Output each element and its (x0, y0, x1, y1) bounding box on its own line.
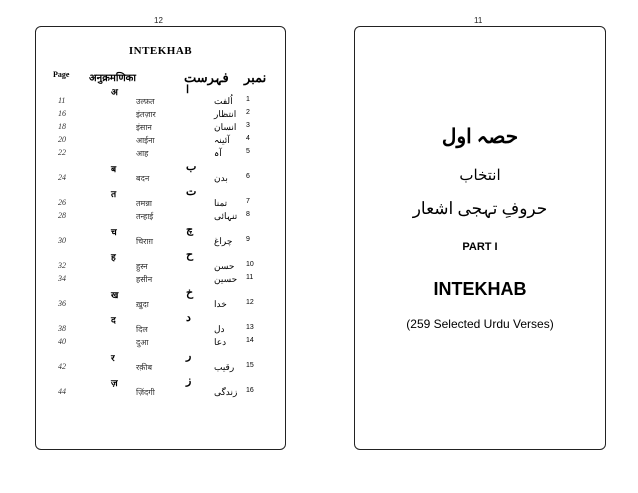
index-page-number: 20 (58, 135, 66, 144)
index-hindi-title: आईना (136, 136, 155, 145)
index-page-number: 42 (58, 362, 66, 371)
section-letter-hindi: च (111, 227, 117, 237)
index-entry-number: 8 (246, 211, 250, 218)
index-hindi-title: दिल (136, 325, 148, 334)
index-entry-number: 12 (246, 299, 254, 306)
section-letter-urdu: ا (186, 84, 190, 96)
index-hindi-title: तमन्ना (136, 199, 152, 208)
section-letter-urdu: ح (186, 249, 194, 261)
index-hindi-title: दुआ (136, 338, 149, 347)
index-urdu-title: حسن (214, 261, 235, 271)
index-page-number: 22 (58, 148, 66, 157)
index-page-number: 30 (58, 236, 66, 245)
book-subtitle: (259 Selected Urdu Verses) (406, 317, 554, 331)
urdu-intekhab-heading: انتخاب (459, 168, 501, 184)
section-letter-urdu: ب (186, 161, 197, 173)
header-hindi: अनुक्रमणिका (89, 73, 136, 84)
index-entry-number: 9 (246, 236, 250, 243)
section-letter-hindi: ख (111, 290, 119, 300)
index-page-number: 24 (58, 173, 66, 182)
index-page-number: 26 (58, 198, 66, 207)
index-urdu-title: رقیب (214, 362, 235, 372)
index-entry-number: 13 (246, 324, 254, 331)
index-page-number: 44 (58, 387, 66, 396)
right-page (354, 26, 606, 450)
index-row (36, 198, 285, 210)
section-letter-hindi: र (111, 353, 115, 363)
index-hindi-title: इंसान (136, 123, 152, 132)
index-page-number: 11 (58, 96, 66, 105)
index-entry-number: 11 (246, 274, 254, 281)
index-hindi-title: इंतज़ार (136, 110, 156, 119)
index-title: INTEKHAB (128, 45, 193, 57)
urdu-part-heading: حصہ اول (441, 126, 519, 148)
section-letter-urdu: د (186, 312, 191, 324)
index-row (36, 337, 285, 349)
index-hindi-title: तन्हाई (136, 212, 154, 221)
section-letter-hindi: ज़ (111, 378, 118, 388)
section-letter-urdu: ت (186, 186, 197, 198)
index-hindi-title: रक़ीब (136, 363, 153, 372)
part-label: PART I (462, 241, 498, 253)
section-letter-urdu: خ (186, 287, 194, 299)
index-hindi-title: ख़ुदा (136, 300, 149, 309)
index-hindi-title: ज़िंदगी (136, 388, 155, 397)
index-urdu-title: حسین (214, 274, 238, 284)
left-page (35, 26, 286, 450)
index-urdu-title: انسان (214, 122, 237, 132)
index-row (36, 274, 285, 286)
index-row (36, 148, 285, 160)
section-letter-hindi: त (111, 189, 117, 199)
index-row (36, 96, 285, 108)
index-urdu-title: اُلفت (214, 96, 233, 106)
index-row (36, 236, 285, 248)
index-urdu-title: زندگی (214, 387, 238, 397)
book-title: INTEKHAB (433, 279, 527, 299)
index-urdu-title: دعا (214, 337, 227, 347)
index-urdu-title: بدن (214, 173, 228, 183)
index-urdu-title: آہ (214, 148, 222, 158)
index-entry-number: 1 (246, 96, 250, 103)
index-entry-number: 14 (246, 337, 254, 344)
header-urdu: فہرست (184, 70, 229, 85)
index-row (36, 362, 285, 374)
index-row (36, 109, 285, 121)
right-page-number: 11 (474, 16, 483, 25)
urdu-subtitle: حروفِ تہجی اشعار (412, 199, 548, 218)
index-urdu-title: خدا (214, 299, 227, 309)
index-page-number: 32 (58, 261, 66, 270)
section-letter-urdu: ر (186, 350, 192, 362)
index-urdu-title: دل (214, 324, 225, 334)
left-page-number: 12 (154, 16, 163, 25)
index-urdu-title: تنہائی (214, 211, 238, 221)
index-row (36, 122, 285, 134)
index-entry-number: 16 (246, 387, 254, 394)
index-entry-number: 4 (246, 135, 250, 142)
index-hindi-title: हसीन (136, 275, 153, 284)
header-number: نمبر (244, 70, 267, 85)
index-page-number: 34 (58, 274, 66, 283)
index-page-number: 38 (58, 324, 66, 333)
index-entry-number: 15 (246, 362, 254, 369)
index-page-number: 28 (58, 211, 66, 220)
index-row (36, 299, 285, 311)
index-row (36, 261, 285, 273)
index-urdu-title: انتظار (214, 109, 237, 119)
index-hindi-title: उल्फ़त (136, 97, 155, 106)
section-letter-hindi: ब (111, 164, 117, 174)
index-hindi-title: बदन (136, 174, 150, 183)
index-hindi-title: आह (136, 149, 149, 158)
index-entry-number: 10 (246, 261, 254, 268)
section-letter-hindi: अ (111, 87, 118, 97)
section-letter-urdu: چ (186, 224, 194, 236)
index-row (36, 135, 285, 147)
index-entry-number: 5 (246, 148, 250, 155)
index-entry-number: 3 (246, 122, 250, 129)
index-row (36, 211, 285, 223)
index-row (36, 387, 285, 399)
index-page-number: 18 (58, 122, 66, 131)
section-letter-hindi: द (111, 315, 116, 325)
index-row (36, 173, 285, 185)
index-entry-number: 7 (246, 198, 250, 205)
section-letter-urdu: ز (186, 375, 192, 387)
header-page: Page (53, 70, 70, 79)
index-page-number: 16 (58, 109, 66, 118)
index-entry-number: 2 (246, 109, 250, 116)
index-entry-number: 6 (246, 173, 250, 180)
index-urdu-title: چراغ (214, 236, 233, 246)
index-urdu-title: آئینہ (214, 135, 230, 145)
index-urdu-title: تمنا (214, 198, 228, 208)
index-page-number: 36 (58, 299, 66, 308)
index-hindi-title: चिराग़ (136, 237, 153, 246)
section-letter-hindi: ह (111, 252, 116, 262)
index-hindi-title: हुस्न (136, 262, 148, 271)
index-row (36, 324, 285, 336)
index-page-number: 40 (58, 337, 66, 346)
